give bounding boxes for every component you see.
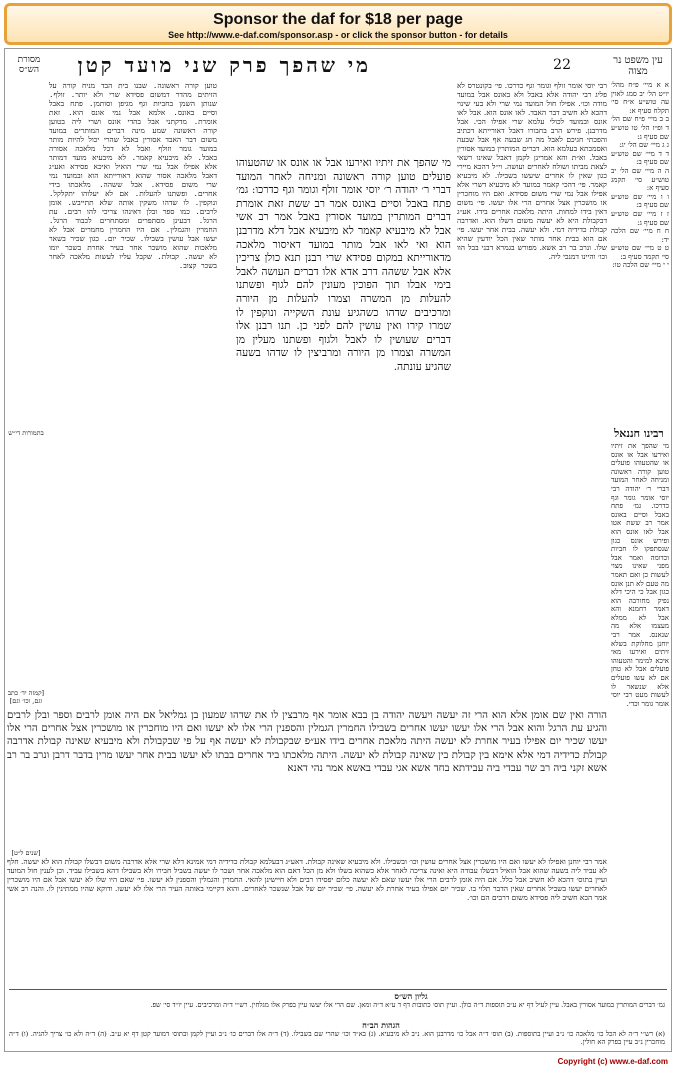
talmud-page: [4, 48, 672, 1052]
page-header: [5, 53, 671, 79]
ein-mishpat-entry: י י מיי׳ שם הלכה טו:: [612, 261, 669, 270]
rashi-text: טוען קורה ראשונה. שבנו בית הבד מניח קורה על הזיתים מהדר דמשום פסידא שרי ולא יותר. זולף. שנותן השמן בחביות וגף מגיפן וסותמן. פתח באבל וסיים באונס. אלמא אבל נמי אונס הוא. זאת אומרת. מדקתני אבל בהדי אונס ושרי ליה בטוען קורה ראשונה שמע מינה דברים המותרים במועד משום דבר האבד אסורין באבל שהרי יכול להיות מותר במועד גומר וזולף ואבל לא דכל מלאכה אסורה באבל. לא מיבעיא קאמר. לא מיבעיא מועד דמותר אלא אפילו אבל נמי שרי הואיל ואיכא פסידא ואע״ג דאבל מלאכה אסור שהוא דאורייתא הוא ובמועד נמי שרי משום פסידא. אבל ששהה. מלאכתו בידי אחרים. ופשתנו להעלות. אם לא יעלוהו יתקלקל. ונוקפין. לו שדהו משקין אותה שלא תתייבש. אומן לרבים. כמו ספר ובלן דאינהו צריכי להו רבים. עת הרגל. דבעינן מסתפרים ומסתחרים לכבוד הרגל. החמרין והגמלין. אם היו החמרין מחמרים אבל לא יעשו אבל עושין בשבילו. שכיר יום. כגון שכיר בשאר מלאכות שהוא מושכר אחר בעיר אחרת בשכר יומו לא יעשה. קבולת. שקבל עליו לעשות מלאכה לאחר בשכר קצוב.: [49, 81, 217, 270]
ein-mishpat-entry: ט ט מיי׳ שם טוש״ע סי׳ תקמד סעיף ב:: [611, 244, 669, 261]
ein-mishpat-entry: ד ד מיי׳ שם טוש״ע שם סעיף ב:: [611, 149, 669, 167]
mishnah-text: מי שהפך את זיתיו ואירעו אבל או אונס או שהטעוהו פועלים טוען קורה ראשונה ומניחה לאחר המועד דברי ר׳ יהודה ר׳ יוסי אומר זולף וגומר וגף כדרכו: גמ׳ פתח באבל וסיים באונס אמר רב ששת זאת אומרת דברים המותרין במועד אסורין באבל אמר רב אשי אבל לא מיבעיא קאמר לא מיבעיא אבל דלא מדרבנן הוא ואי לאו אבל מותר במועד דאיסור מלאכה מדאורייתא במקום פסידא שרי רבנן תנא כולן צריכין אלא אבל ששהה דרב אדא אלו דברים העושה לאבל בימי אבלו תוך הפוכין מעונין להם לגוף ופשתנו להעלות מן המשרה וצמרו להעלות מן היורה ומרכיבים שדהו כשהגיע עונת השקייה ונוקפין לו שמרו קירו ואין עושין להם לפני כן. תנו רבנן אלו דברים שעושין לו לאבל ולגוף ופשתנו מעלין מן המשרה וצמרו מן היורה ומרביצין לו שדהו בשעה שהגיע עונתה.: [236, 157, 451, 373]
copyright-notice[interactable]: Copyright (c) www.e-daf.com: [557, 1057, 668, 1066]
ein-mishpat-entry: ה ה מיי׳ שם הל׳ יב טוש״ע סי׳ תקמג סעיף א:: [611, 166, 669, 193]
rabbeinu-chananel-text: מי שהפך את זיתיו ואירעו אבל או אונס או שהטעוהו פועלים טוען קורה ראשונה ומניחה לאחר המועד דברי ר׳ יהודה רבי יוסי אומר גומר וגף כדרכו. גמ׳ פתח באבל וסיים באונס אמר רב ששת אטו אבל לאו אונס הוא ופירש אונס כגון שנסתפקו לו חביות וכדומה ואמר אבל מפני שאינו מצוי לעשות כן ואם תאמר מה טעם לא תנן אונס כגון אבל כי היכי דלא נפיק מחורבה הוא דאמר רחמנא והא אבל לא ממלא מעצמו אלא מה שנאנס. אמר רבי יוחנן מחלוקת בשלא זיתים ואירעו מאי איכא למימר והטעוהו פועלים אבל לא טחן אם לא עשו פועלים אלא שנשאר לו לעשות מעט רבי יוסי אומר גומר וכדי.: [611, 442, 669, 708]
gilyon-hashas: [9, 1001, 665, 1019]
hagahot-title: הגהות הב״ח: [362, 1020, 400, 1030]
ein-mishpat-entry: א א מיי׳ פ״ח מהל׳ יו״ט הל׳ יב סמג לאוין עה טוש״ע א״ח סי׳ תקלח סעיף א:: [611, 81, 669, 115]
hagahot-habach: [9, 1030, 665, 1050]
margin-note: [שנים ל״ט]: [11, 849, 41, 857]
ein-mishpat-entry: ז ז מיי׳ שם טוש״ע שם סעיף ג:: [611, 209, 669, 227]
page-title: מי שהפך פרק שני מועד קטן: [77, 53, 371, 77]
ein-mishpat-entry: ח ח מיי׳ שם הלכה יד:: [611, 227, 669, 244]
gilyon-text: גמ׳ דברים המותרין במועד אסורין באבל. עיין לעיל דף יא ע״ב תוספות ד״ה כולן. ועיין תוס׳ כתובות דף ד ע״א ד״ה ומאן. שם הרי אלו יעשו עיין בפרק אלו מגלחין. רש״י ד״ה ומרכיבים. עיין יו״ד סי׳ שפ.: [150, 1001, 665, 1009]
page-number: 22: [553, 57, 571, 73]
lower-commentary: [7, 857, 607, 985]
rabbeinu-chananel-title: רבינו חננאל: [614, 427, 664, 440]
tosafot-column: [457, 81, 607, 706]
margin-note: בתמורות די״ש: [8, 429, 44, 437]
sponsor-subline[interactable]: See http://www.e-daf.com/sponsor.asp - or click the sponsor button - for details: [168, 30, 508, 40]
rabbeinu-chananel-column: [611, 442, 669, 1002]
divider: [9, 989, 667, 990]
sponsor-headline[interactable]: Sponsor the daf for $18 per page: [213, 11, 463, 28]
ein-mishpat-column: [611, 81, 669, 431]
sponsor-banner[interactable]: [4, 3, 672, 45]
ein-mishpat-label: עין משפט נר מצוה: [613, 55, 663, 77]
gemara-column: [236, 157, 451, 702]
ein-mishpat-entry: ב ב מיי׳ פ״ח שם הל׳ ד ופ״ז הל׳ טו טוש״ע שם סעיף ג:: [611, 115, 669, 141]
gemara-continuation-text: הורה ואין שם אומן אלא הוא הרי זה יעשה ויעשה יהודה בן בבא אומר אף מרבצין לו את שדהו שמעון בן גמליאל אם היה אומן לרבים וספר ובלן לרבים והגיע עת הרגל והוא אבל הרי אלו יעשו יעשו אחרים בשבילו החמרין הגמלין והספנין הרי אלו לא יעשו ואם היו מוחכרין או מושכרין אצל אחרים הרי אלו יעשו שכיר יום אפילו בעיר אחרת לא יעשה היתה מלאכת אחרים בידו אע״פ שבקבולת לא יעשה אף על פי שבקבולת ולא מיבעיא שאינה קבולת אדרבה קבולת כדידיה דמי אלא אימא בין קבולת בין שאינה קבולת לא יעשה. היתה מלאכתו ביד אחרים בבתו לא יעשו בבית אחר יעשו מרין בדבר דרבן ונרב בר רב אשא זקני ביה רב שר עבדי ביה עבידתא בחד אשא אגי עבדי באשא אמר נהי דאנא: [7, 710, 607, 774]
gilyon-title: גליון הש״ס: [394, 991, 428, 1001]
lower-commentary-text: אמר רבי יוחנן ואפילו לא יעשו ואם היו מושכרין אצל אחרים עושין וכו׳ ובשבילו. ולא מיבעיא שאינה קבולת. דאע״ג דבעלמא קבולת כדידיה דמי אמינא דלא שרי אלא אדרבה משום דבשלו קבולת הוא לא יעשה. חלף לא עביד ליה בשעה שהוא אבל הואיל דבשלו עבודה היא ואינה צריכה לאחר אלא כשהוא בשלו ולא מן הכל דאם הוא מלאכה אחר ושכר לו יעשה בשביל חבירו ולא בשבילו דהא בשבילו עביד. וכן לענין חול המועד ועיין בתוס׳ דהכא לא חשיב אבל כלל. אם היה אומן לרבים הרי אלו יעשו שאם לא יעשה כלום יפסידו רבים ולא חיישינן להאי. החמרין והגמלין והספנין לא יעשו. פי׳ שאם היו שלו לא יעשו אבל אם היו מושכרין לאחרים יעשו בשביל אחרים שאין הדבר תלוי בו. שכיר יום אפילו בעיר אחרת לא יעשה. פי׳ שכיר יום של אבל שנשכר לאחרים. והוא דקיימי באותה העיר הרי אלו לא יעשו. ודוקא שהיו ממתינין לו. והנה רב אשי אמר הכא חשיב ליה פסידא משום דרבים הם וכו׳.: [7, 857, 607, 902]
gemara-continuation: [7, 709, 607, 854]
margin-note: [קמזה יד׳ כתב וגם, וכו׳ וגם]: [7, 689, 45, 705]
ein-mishpat-entry: ו ו מיי׳ שם טוש״ע שם סעיף ב:: [611, 192, 669, 210]
rashi-column: [49, 81, 217, 706]
ein-mishpat-entry: ג ג מיי׳ שם הל׳ יג:: [619, 141, 669, 150]
mesoret-hashas-label: מסורת הש״ס: [17, 55, 41, 75]
tosafot-text: רבי יוסי אומר זולף וגומר וגף כדרכו. פי׳ בקונטרס לא פליג רבי יהודה אלא באבל ולא באונס אבל במועד מודה וכו׳. אפילו חול המועד נמי שרי ולא בעי שינוי דהכא לא חשיב דבר האבד. לאו אונס הוא. אבל לאו אונס ובמועד לכולי עלמא שרי אפילו הכי. אבל מדרבנן. פירש הרב בחבורו דאבל דאורייתא דכתיב והפכתי חגיכם לאבל מה חג שבעה אף אבל שבעה ואסמכתא בעלמא הוא. דברים המותרין במועד אסורין באבל. וא״ת והא אמרינן לקמן דאבל שאינו רשאי לצאת מביתו ושולח לאחרים ועושה. וי״ל דהכא מיירי כגון שאין לו אחרים שיעשו בשבילו. לא מיבעיא קאמר. פי׳ דהכי קאמר במועד לא מיבעיא דשרי אלא אפילו אבל נמי שרי משום פסידא. ואם היו מוחכרין או מושכרין אצל אחרים הרי אלו יעשו. פי׳ משום דאין בידו למחות. היתה מלאכת אחרים בידו. אע״ג דבקבולת היא לא יעשה משום דשלו הוא. ואדרבה קבולת כדידיה דמי. ולא יעשה. בבית אחר יעשו. פי׳ אם הוא בבית אחר מותר שאין הכל יודעין שהיא שלו. ונרב בר רב אשא. מפורש בגמרא דבני בבל הוו וכו׳ והיינו דמנכי ליה.: [457, 81, 607, 261]
hagahot-text: (א) רש״י ד״ה לא הכל כו׳ מלאכה כו׳ נ״ב ועיין בתוספות. (ב) תוס׳ ד״ה אבל כו׳ מדרבנן הוא. נ״ב לא מיבעיא. (ג) בא״ד וכו׳ שהרי שם בשבילו. (ד) ד״ה אלו דברים כו׳ נ״ב ועיין לקמן ובתוס׳ דמועד קטן דף יא ע״ב. (ה) ד״ה ולא כו׳ צריך להגיה. (ו) ד״ה מוחכרין נ״ב עיין בפרק הא חולין.: [9, 1030, 665, 1047]
